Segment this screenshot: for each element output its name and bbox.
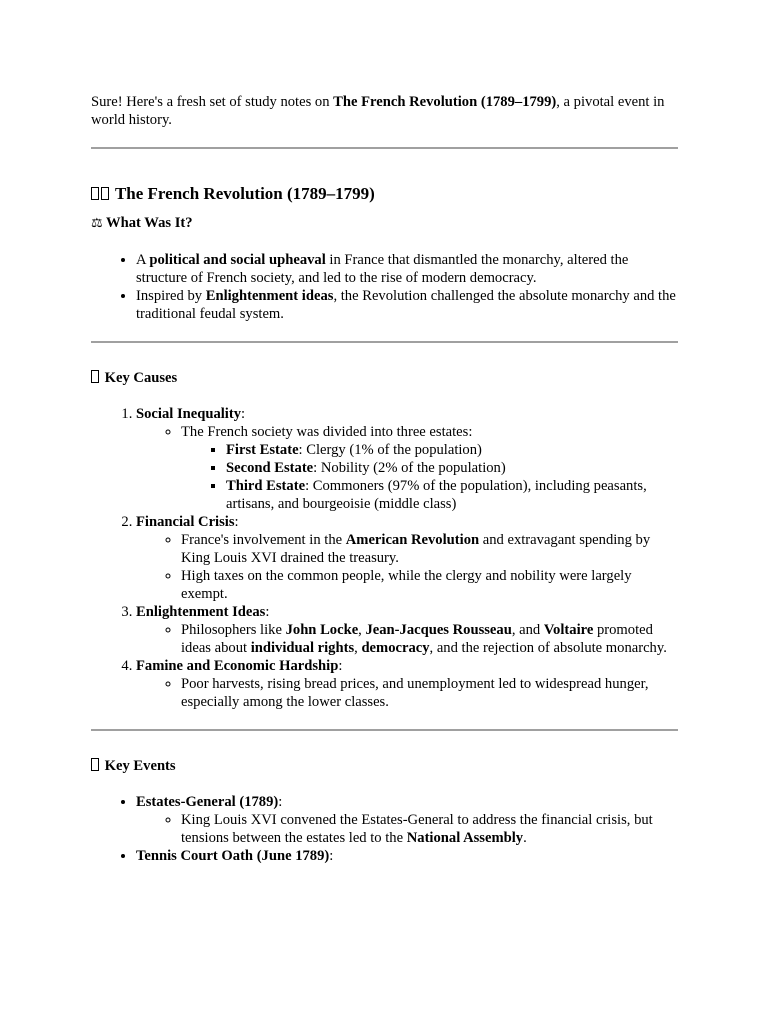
estate-item xyxy=(226,459,678,477)
cause-item xyxy=(136,603,678,657)
missing-glyph-icon xyxy=(91,187,99,200)
cause-sublist xyxy=(136,621,678,657)
sub-text: King Louis XVI convened the Estates-General to address the financial crisis, but tensions between the estates led to the xyxy=(181,812,653,846)
list-item xyxy=(136,287,678,323)
colon: : xyxy=(278,794,283,810)
colon: : xyxy=(329,848,334,864)
what-heading-text: What Was It? xyxy=(106,215,193,231)
sub-bold: democracy xyxy=(361,640,430,656)
events-heading-text: Key Events xyxy=(104,758,176,774)
list-item xyxy=(136,251,678,287)
event-sublist xyxy=(136,811,678,847)
missing-glyph-icon xyxy=(91,758,99,771)
divider xyxy=(91,729,678,731)
intro-paragraph xyxy=(91,93,678,129)
sub-text: , and the rejection of absolute monarchy. xyxy=(429,640,667,656)
event-item xyxy=(136,793,678,847)
item-bold: Enlightenment ideas xyxy=(205,288,334,304)
causes-heading xyxy=(91,369,678,387)
cause-sublist xyxy=(136,423,678,513)
colon: : xyxy=(241,406,246,422)
sub-text: France's involvement in the xyxy=(181,532,346,548)
sub-item xyxy=(181,675,678,711)
sub-text: . xyxy=(523,830,527,846)
estates-list xyxy=(181,441,678,513)
causes-heading-text: Key Causes xyxy=(104,370,178,386)
cause-item xyxy=(136,405,678,513)
scales-icon: ⚖ xyxy=(91,216,103,231)
sub-bold: American Revolution xyxy=(345,532,480,548)
intro-text-end: , a pivotal event in world history. xyxy=(91,94,665,128)
causes-list xyxy=(91,405,678,711)
cause-label: Financial Crisis xyxy=(136,514,235,530)
sub-text: , xyxy=(358,622,366,638)
sub-item xyxy=(181,811,678,847)
what-heading xyxy=(91,214,678,233)
sub-bold: National Assembly xyxy=(406,830,524,846)
cause-sublist xyxy=(136,675,678,711)
item-bold: political and social upheaval xyxy=(149,252,326,268)
events-heading xyxy=(91,757,678,775)
event-item xyxy=(136,847,678,865)
cause-item xyxy=(136,513,678,603)
estate-text: : Clergy (1% of the population) xyxy=(298,442,482,458)
divider xyxy=(91,341,678,343)
estate-text: : Commoners (97% of the population), including peasants, artisans, and bourgeoisie (middle class) xyxy=(226,478,647,512)
item-text: A xyxy=(136,252,150,268)
page-title xyxy=(91,184,678,204)
cause-label: Enlightenment Ideas xyxy=(136,604,266,620)
estate-item xyxy=(226,477,678,513)
divider xyxy=(91,147,678,149)
sub-text: High taxes on the common people, while the clergy and nobility were largely exempt. xyxy=(181,568,632,602)
sub-text: , and xyxy=(511,622,544,638)
sub-bold: Jean-Jacques Rousseau xyxy=(365,622,512,638)
event-label: Tennis Court Oath (June 1789) xyxy=(136,848,330,864)
sub-bold: Voltaire xyxy=(543,622,594,638)
estate-name: First Estate xyxy=(226,442,299,458)
cause-item xyxy=(136,657,678,711)
intro-topic: The French Revolution (1789–1799) xyxy=(333,94,557,110)
sub-item xyxy=(181,531,678,567)
title-text: The French Revolution (1789–1799) xyxy=(114,184,375,203)
cause-label: Social Inequality xyxy=(136,406,242,422)
sub-bold: individual rights xyxy=(250,640,355,656)
sub-item xyxy=(181,423,678,513)
event-label: Estates-General (1789) xyxy=(136,794,279,810)
estate-name: Second Estate xyxy=(226,460,314,476)
sub-text: , xyxy=(354,640,362,656)
estate-item xyxy=(226,441,678,459)
sub-bold: John Locke xyxy=(285,622,359,638)
missing-glyph-icon xyxy=(101,187,109,200)
sub-text: The French society was divided into three estates: xyxy=(181,424,473,440)
sub-text: promoted ideas about xyxy=(181,622,653,656)
intro-text: Sure! Here's a fresh set of study notes on xyxy=(91,94,334,110)
item-text: in France that dismantled the monarchy, altered the structure of French society, and led to the rise of modern democracy. xyxy=(136,252,629,286)
sub-item xyxy=(181,567,678,603)
colon: : xyxy=(265,604,270,620)
cause-sublist xyxy=(136,531,678,603)
cause-label: Famine and Economic Hardship xyxy=(136,658,339,674)
events-list xyxy=(91,793,678,865)
item-text: , the Revolution challenged the absolute monarchy and the traditional feudal system. xyxy=(136,288,676,322)
estate-text: : Nobility (2% of the population) xyxy=(313,460,506,476)
colon: : xyxy=(234,514,239,530)
sub-item xyxy=(181,621,678,657)
sub-text: and extravagant spending by King Louis XVI drained the treasury. xyxy=(181,532,651,566)
sub-text: Poor harvests, rising bread prices, and unemployment led to widespread hunger, especially among the lower classes. xyxy=(181,676,649,710)
sub-text: Philosophers like xyxy=(181,622,286,638)
colon: : xyxy=(338,658,343,674)
what-list xyxy=(91,251,678,323)
estate-name: Third Estate xyxy=(226,478,306,494)
missing-glyph-icon xyxy=(91,370,99,383)
item-text: Inspired by xyxy=(136,288,206,304)
